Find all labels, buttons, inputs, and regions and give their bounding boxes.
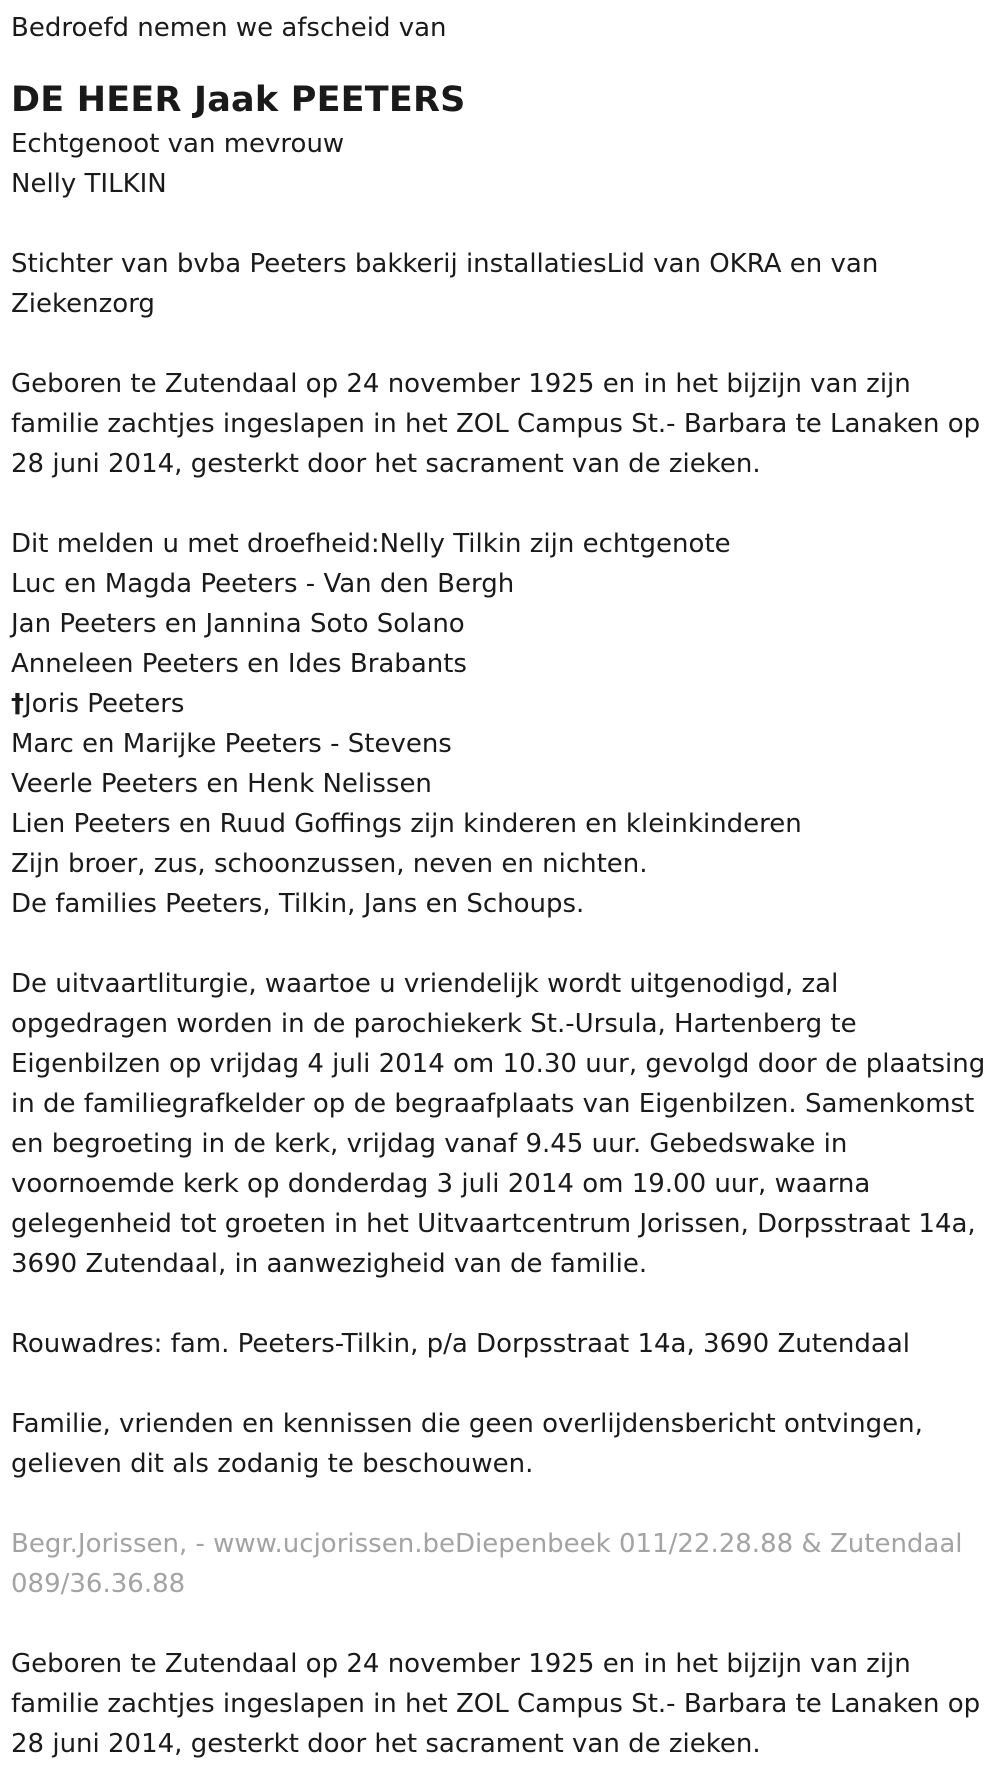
spacer	[11, 1284, 988, 1324]
deceased-child-name: Joris Peeters	[24, 689, 185, 719]
family-line: Jan Peeters en Jannina Soto Solano	[11, 609, 465, 639]
family-list	[11, 524, 988, 924]
cross-icon: †	[11, 689, 24, 719]
intro-text: Bedroefd nemen we afscheid van	[11, 13, 447, 43]
deceased-name: DE HEER Jaak PEETERS	[11, 80, 466, 120]
spouse-line-2: Nelly TILKIN	[11, 169, 167, 199]
family-line: Dit melden u met droefheid:Nelly Tilkin zijn echtgenote	[11, 529, 731, 559]
spacer	[11, 1364, 988, 1404]
family-line-deceased-child	[11, 684, 988, 724]
family-line: Marc en Marijke Peeters - Stevens	[11, 729, 452, 759]
undertaker-info: Begr.Jorissen, - www.ucjorissen.beDiepenbeek 011/22.28.88 & Zutendaal 089/36.36.88	[11, 1529, 963, 1599]
spacer	[11, 324, 988, 364]
family-line: Luc en Magda Peeters - Van den Bergh	[11, 569, 515, 599]
family-line: Zijn broer, zus, schoonzussen, neven en nichten.	[11, 849, 648, 879]
family-line: Veerle Peeters en Henk Nelissen	[11, 769, 432, 799]
spacer	[11, 48, 988, 76]
funeral-text: De uitvaartliturgie, waartoe u vriendelijk wordt uitgenodigd, zal opgedragen worden in de parochiekerk St.-Ursula, Hartenberg te Eigenbilzen op vrijdag 4 juli 2014 om 10.30 uur, gevolgd door de plaatsing in de familiegrafkelder op de begraafplaats van Eigenbilzen. Samenkomst en begroeting in de kerk, vrijdag vanaf 9.45 uur. Gebedswake in voornoemde kerk op donderdag 3 juli 2014 om 19.00 uur, waarna gelegenheid tot groeten in het Uitvaartcentrum Jorissen, Dorpsstraat 14a, 3690 Zutendaal, in aanwezigheid van de familie.	[11, 969, 986, 1279]
spacer	[11, 1484, 988, 1524]
family-line: Lien Peeters en Ruud Goffings zijn kinderen en kleinkinderen	[11, 809, 802, 839]
family-line: De families Peeters, Tilkin, Jans en Schoups.	[11, 889, 585, 919]
birth-death-text-repeat: Geboren te Zutendaal op 24 november 1925 en in het bijzijn van zijn familie zachtjes ingeslapen in het ZOL Campus St.- Barbara te Lanaken op 28 juni 2014, gesterkt door het sacrament van de zieken.	[11, 1649, 981, 1759]
birth-death-text: Geboren te Zutendaal op 24 november 1925 en in het bijzijn van zijn familie zachtjes ingeslapen in het ZOL Campus St.- Barbara te Lanaken op 28 juni 2014, gesterkt door het sacrament van de zieken.	[11, 369, 981, 479]
spacer	[11, 1604, 988, 1644]
notice-text: Familie, vrienden en kennissen die geen overlijdensbericht ontvingen, gelieven dit als zodanig te beschouwen.	[11, 1409, 923, 1479]
family-line: Anneleen Peeters en Ides Brabants	[11, 649, 467, 679]
spacer	[11, 484, 988, 524]
spacer	[11, 204, 988, 244]
mourning-address: Rouwadres: fam. Peeters-Tilkin, p/a Dorpsstraat 14a, 3690 Zutendaal	[11, 1329, 911, 1359]
spouse-line-1: Echtgenoot van mevrouw	[11, 129, 345, 159]
bio-text: Stichter van bvba Peeters bakkerij installatiesLid van OKRA en van Ziekenzorg	[11, 249, 879, 319]
spacer	[11, 924, 988, 964]
